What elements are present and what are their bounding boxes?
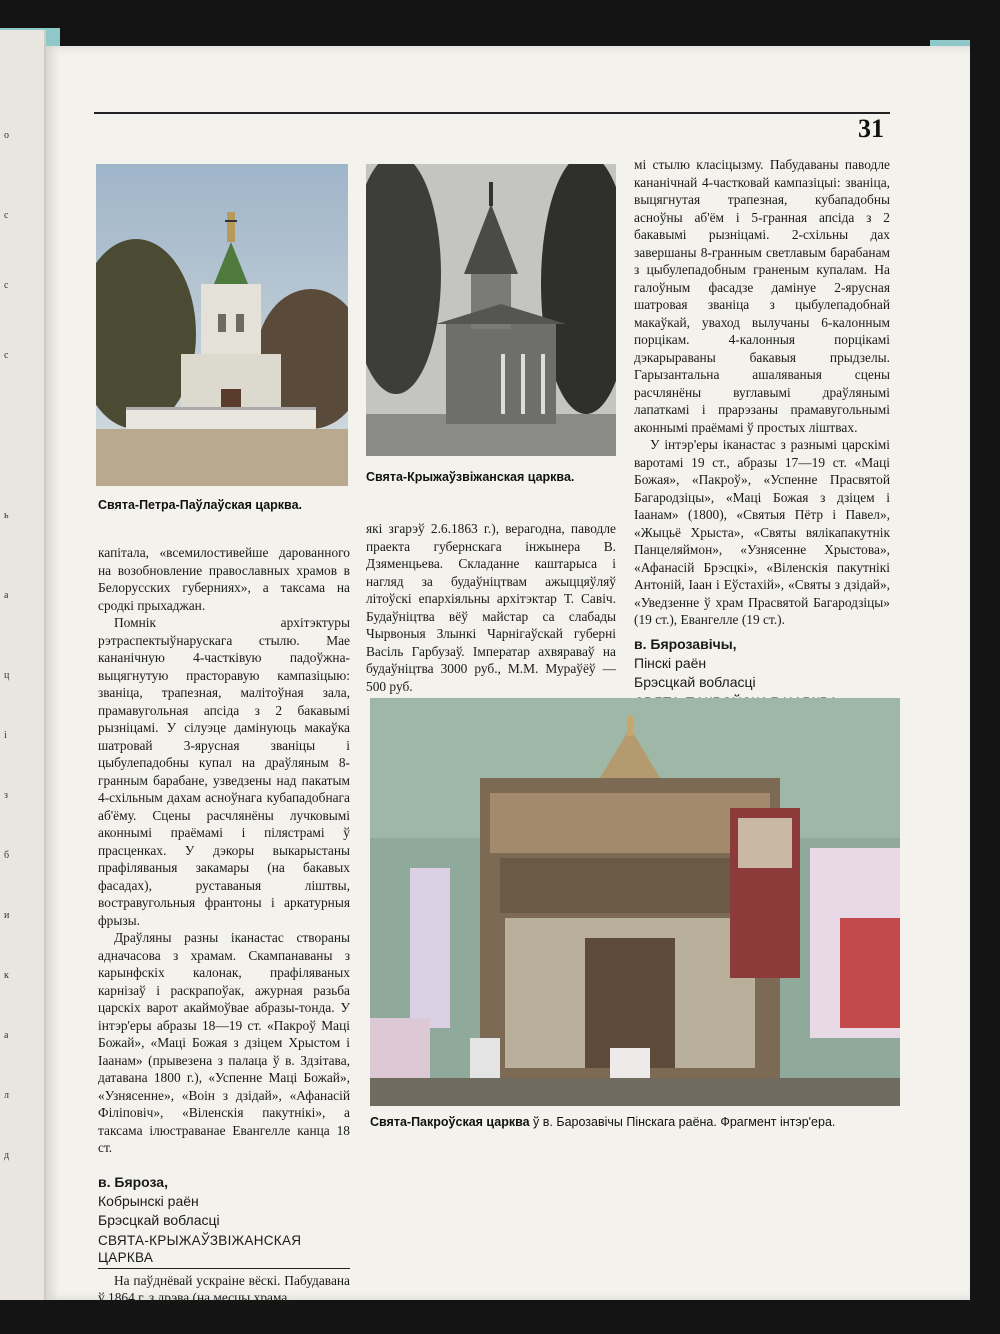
- place-village: в. Бяроза,: [98, 1173, 168, 1190]
- middle-text-column: [366, 520, 616, 713]
- left-page-fragment: и: [4, 910, 10, 921]
- header-rule: [94, 112, 890, 114]
- church-heading: СВЯТА-КРЫЖАЎЗВІЖАНСКАЯ ЦАРКВА: [98, 1232, 350, 1269]
- paragraph: які згарэў 2.6.1863 г.), верагодна, паводле праекта губернскага інжынера В. Дзяменцьева. Складанне каштарыса і нагляд за будаўніцтвам ажыццяўляў літоўскі епархіяльны архітэктар Т. Савіч. Будаўніцтва вёў майстар са слабады Чырвоныя Злынкі Чарнігаўскай губерні Васіль Гарбузаў. Імператар ахвяраваў на будаўніцтва 3000 руб., М.М. Мураўёў — 500 руб.: [366, 521, 616, 694]
- caption-photo-2-text: Свята-Крыжаўзвіжанская царква.: [366, 470, 575, 484]
- left-page-fragment: ц: [4, 670, 10, 681]
- left-page-fragment: с: [4, 210, 9, 221]
- page-number: 31: [858, 114, 884, 143]
- left-page-margin: [0, 30, 46, 1300]
- interior-photo: [370, 698, 900, 1106]
- book-page: [46, 46, 970, 1305]
- right-text-column: [634, 156, 890, 751]
- left-page-fragment: і: [4, 730, 7, 741]
- paragraph: У інтэр'еры іканастас з разнымі царскімі варотамі 19 ст., абразы 17—19 ст. «Маці Божая», «Пакроў», «Успенне Прасвятой Багародзіцы», «Маці Божая з дзіцем і Іаанам» (1800), «Святыя Пётр і Павел», «Жыцьё Хрыста», «Святы вялікапакутнік Панцеляймон», «Узнясенне Хрыстова», «Афанасій Брэсцкі», «Віленскія пакутнікі Антоній, Іаан і Еўстахій», «Святы з дзідай», «Уведзенне ў храм Прасвятой Багародзіцы» (19 ст.), Евангелле (19 ст.).: [634, 437, 890, 627]
- paragraph: Помнік архітэктуры рэтраспектыўнарускага стылю. Мае кананічную 4-частківую падоўжна-выцягнутую прасторавую кампазіцыю: званіца, трапезная, малітоўная зала, прамавугольная апсіда з 2 бакавымі рызніцамі. У сілуэце дамінуюць макаўка шатровай 3-ярусная званіцы і цыбулепадобны купал на драўляным 8-гранным барабане, узведзены над пакатым 4-схільным дахам асноўнага кубападобнага аб'ёму. Сцены расчлянёны лучковымі аконнымі праёмамі і пілястрамі ў прасценках. У дэкоры выкарыстаны прафіляваныя закамары (на бакавых фасадах), руставаныя ліштвы, востравугольныя франтоны і аркатурныя фрызы.: [98, 615, 350, 928]
- left-page-fragment: а: [4, 1030, 9, 1041]
- place-region: Брэсцкай вобласці: [634, 673, 756, 690]
- left-page-fragment: а: [4, 590, 9, 601]
- place-block-byarozavichy: [634, 635, 890, 692]
- place-district: Кобрынскі раён: [98, 1192, 199, 1209]
- left-page-fragment: с: [4, 280, 9, 291]
- left-page-fragment: о: [4, 130, 9, 141]
- caption-photo-1: [98, 498, 302, 512]
- left-page-fragment: ь: [4, 510, 9, 521]
- left-page-fragment: д: [4, 1150, 10, 1161]
- place-block-byaroza: [98, 1173, 350, 1230]
- photo-kryzhauzvizhanskaya-church: [366, 164, 616, 456]
- paragraph: мі стылю класіцызму. Пабудаваны паводле кананічнай 4-частковай кампазіцыі: званіца, выцягнутая трапезная, кубападобны асноўны аб'ём і 5-гранная апсіда з 2 бакавымі рызніцамі. 2-схільны дах завершаны 8-гранным светлавым барабанам з цыбулепадобным граненым купалам. На галоўным фасадзе дамінуе 2-ярусная шатровая званіца з цыбулепадобнай макаўкай, уваход вылучаны 6-калонным порцікам. 4-калонныя порцікамі дэкарыраваны бакавыя прыдзелы. Гарызантальна ашаляваныя сцены расчлянёны вуглавымі драўлянымі лапаткамі і прарэзаны прамавугольнымі аконнымі праёмамі ў простых ліштвах.: [634, 157, 890, 435]
- left-page-fragment: л: [4, 1090, 9, 1101]
- caption-photo-3-bold: Свята-Пакроўская царква: [370, 1115, 530, 1129]
- photo-petra-paulauskaya-church: [96, 164, 348, 486]
- left-page-fragment: з: [4, 790, 8, 801]
- place-village: в. Бярозавічы,: [634, 635, 737, 652]
- place-district: Пінскі раён: [634, 654, 707, 671]
- paragraph: Драўляны разны іканастас створаны адначасова з храмам. Скампанаваны з карынфскіх калонак, прафіляваных карнізаў і раскрапоўак, ажурная разьба царскіх варот акаймоўвае абразы-тонда. У інтэр'еры абразы 18—19 ст. «Пакроў Маці Божай», «Маці Божая з дзіцем Хрыстом і Іаанам» (прывезена з палаца ў в. Здзітава, датавана 1800 г.), «Успенне Маці Божай», «Узнясенне», «Воін з дзідай», «Афанасій Філіповіч», «Віленскія пакутнікі», а таксама ілюстраванае Евангелле канца 18 ст.: [98, 930, 350, 1155]
- left-page-fragment: б: [4, 850, 10, 861]
- left-text-column: [98, 544, 350, 1307]
- church-photo-2: [366, 164, 616, 456]
- paragraph: На паўднёвай ускраіне вёскі. Пабудавана ў 1864 г. з дрэва (на месцы храма,: [98, 1272, 350, 1305]
- paragraph: капітала, «всемилостивейше дарованного на возобновление православных храмов в Белорусских губерниях», а таксама на сродкі прыхаджан.: [98, 545, 350, 613]
- photo-iconostasis-interior: [370, 698, 900, 1106]
- place-region: Брэсцкай вобласці: [98, 1211, 220, 1228]
- left-page-fragment: с: [4, 350, 9, 361]
- caption-photo-3: [370, 1115, 835, 1129]
- left-page-fragment: к: [4, 970, 9, 981]
- caption-photo-3-rest: ў в. Барозавічы Пінскага раёна. Фрагмент інтэр'ера.: [529, 1115, 836, 1129]
- caption-photo-1-text: Свята-Петра-Паўлаўская царква.: [98, 498, 303, 512]
- church-photo-1: [96, 164, 348, 486]
- caption-photo-2: [366, 470, 574, 484]
